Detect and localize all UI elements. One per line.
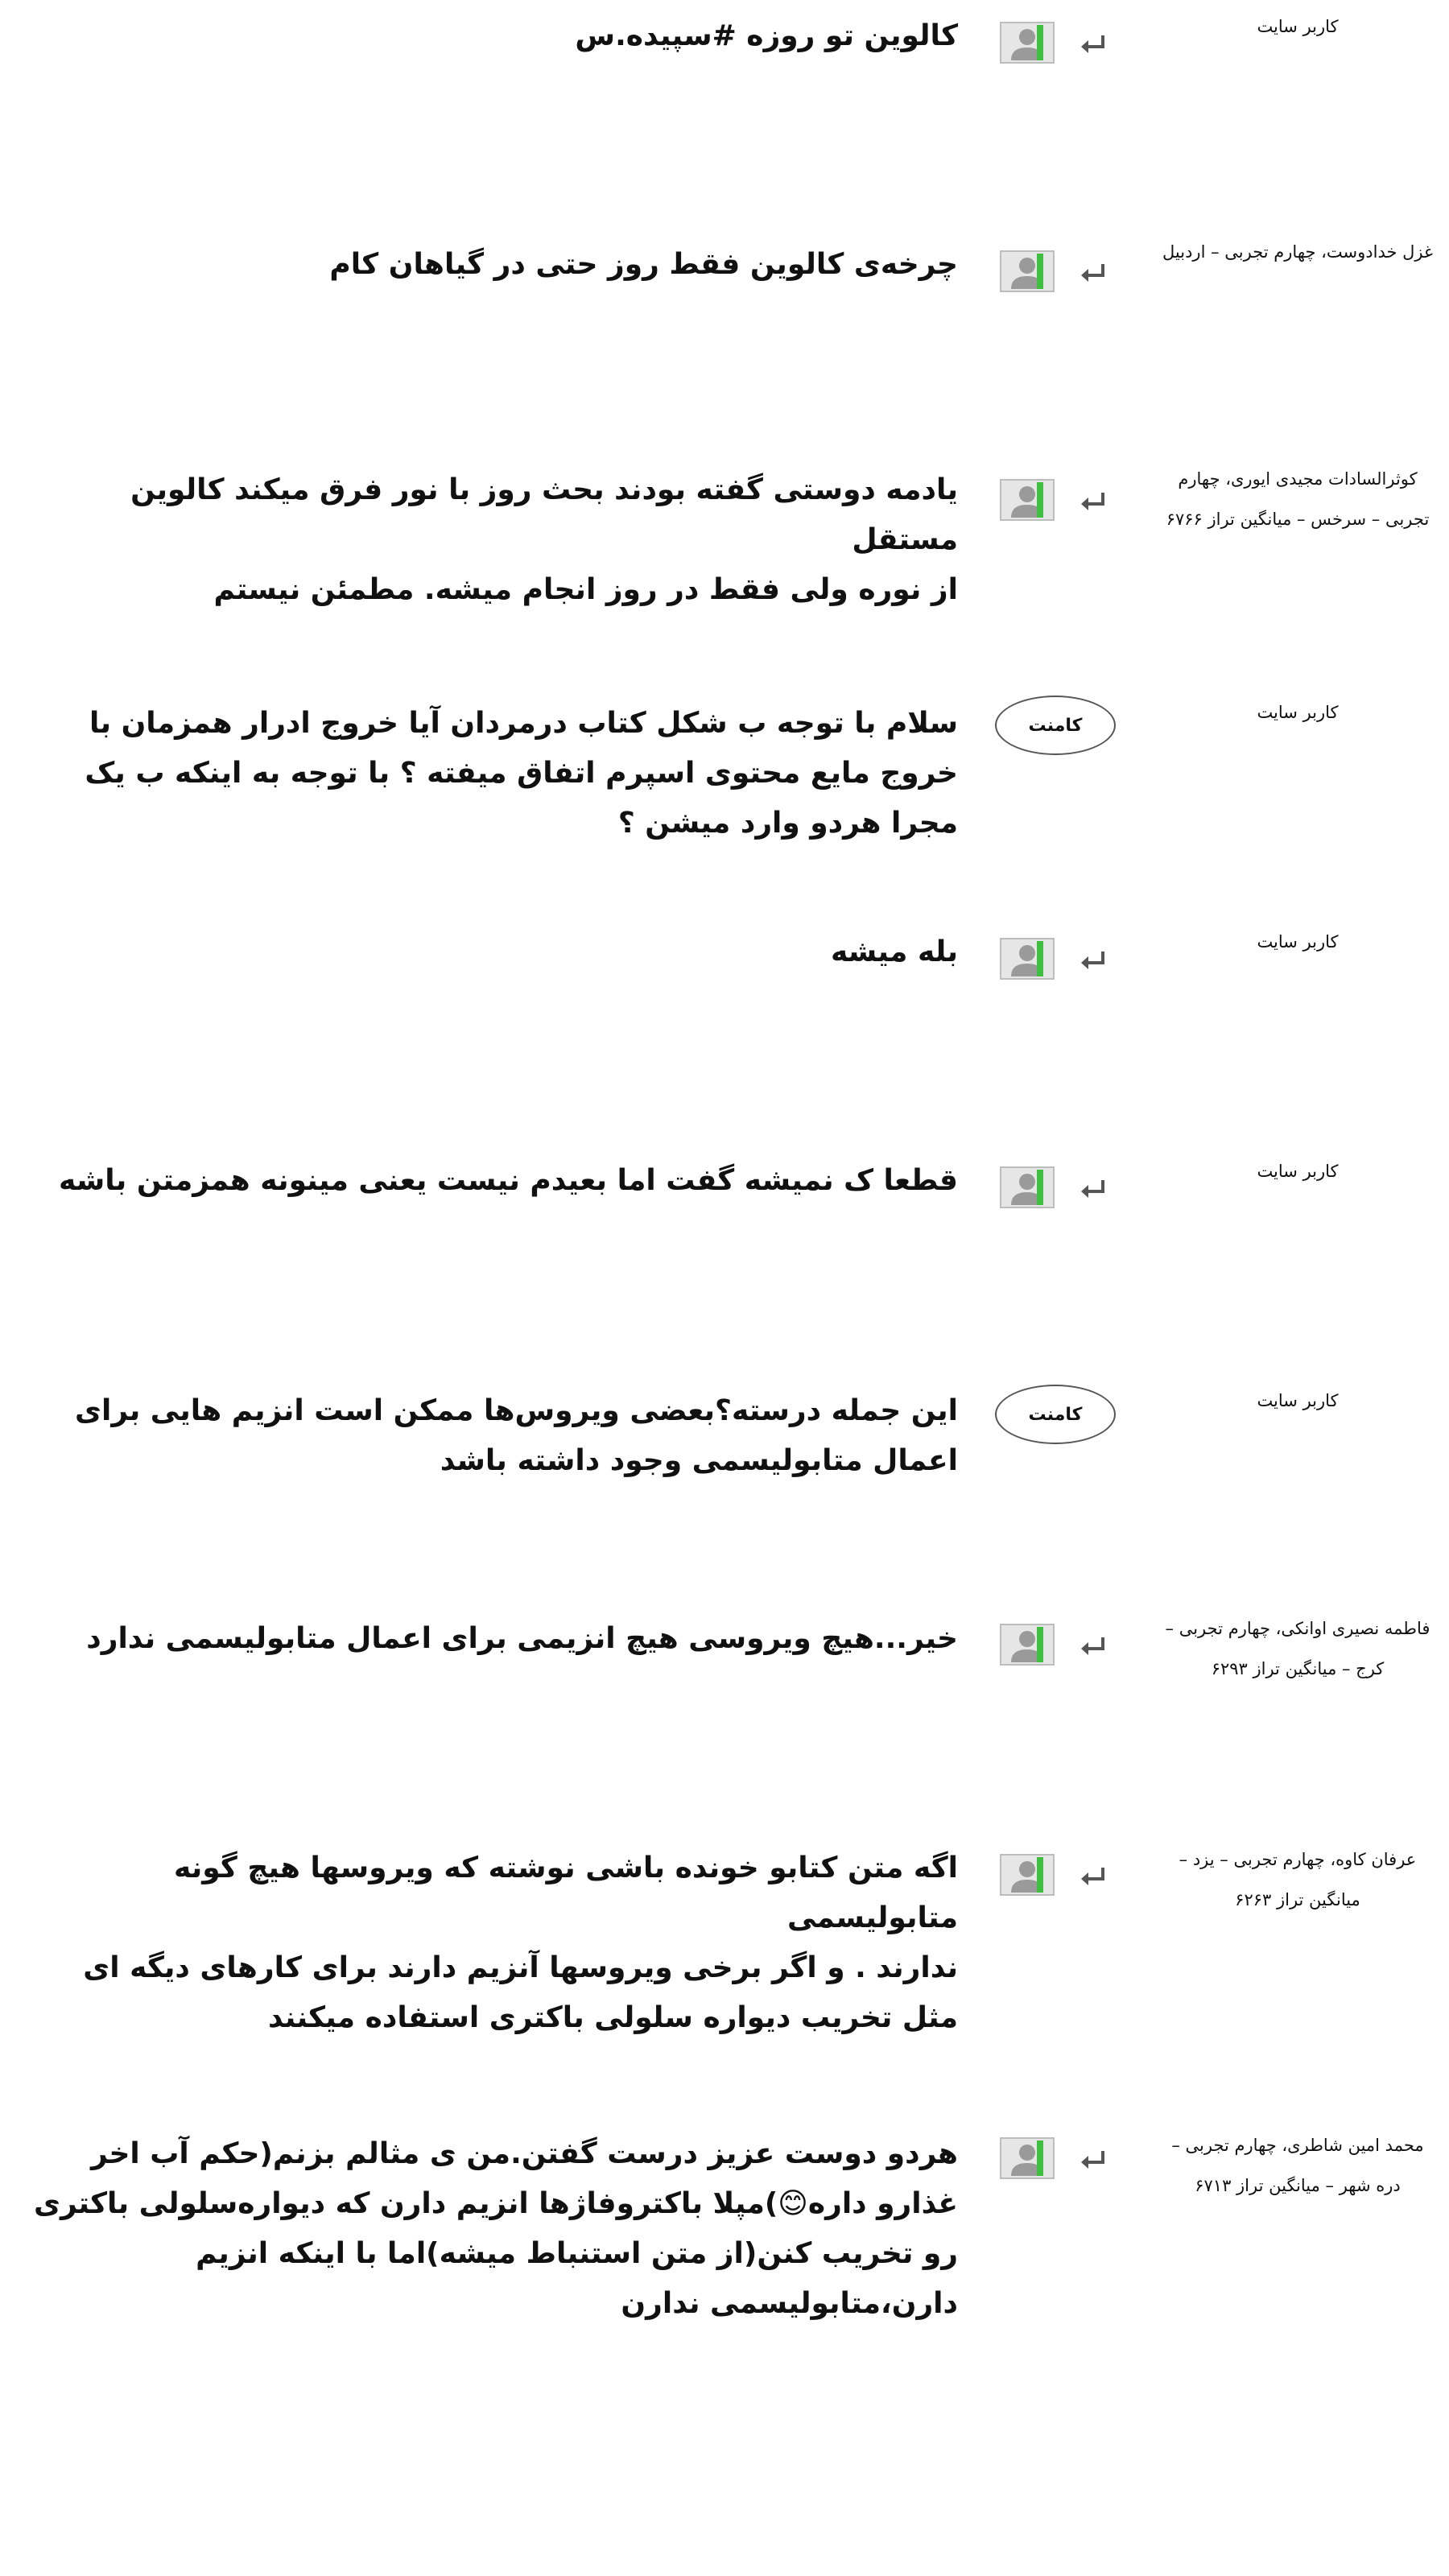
reply-arrow-icon[interactable]: [1079, 1636, 1108, 1657]
reply-avatar-group: [1000, 246, 1121, 291]
message-line: خیر...هیچ ویروسی هیچ انزیمی برای اعمال متابولیسمی ندارد: [86, 1622, 958, 1655]
reply-text: [32, 927, 958, 977]
message-line: هردو دوست عزیز درست گفتن.من ی مثالم بزنم(حکم آب اخر: [91, 2137, 958, 2170]
reply-arrow-icon[interactable]: [1079, 1866, 1108, 1887]
author-name: محمد امین شاطری، چهارم تجربی – دره شهر – میانگین تراز ۶۷۱۳: [1171, 2136, 1424, 2195]
author-name: عرفان کاوه، چهارم تجربی – یزد – میانگین تراز ۶۲۶۳: [1179, 1850, 1417, 1909]
comment-button[interactable]: کامنت: [995, 1385, 1116, 1444]
user-avatar-icon: [1000, 1624, 1055, 1666]
message-line: قطعا ک نمیشه گفت اما بعیدم نیست یعنی مینونه همزمتن باشه: [59, 1164, 958, 1197]
message-line: مجرا هردو وارد میشن ؟: [617, 807, 958, 840]
message-line: اگه متن کتابو خونده باشی نوشته که ویروسها هیچ گونه متابولیسمی: [173, 1852, 958, 1934]
reply-avatar-group: [1000, 18, 1121, 63]
reply-avatar-group: [1000, 1850, 1121, 1895]
reply-avatar-group: [1000, 934, 1121, 979]
reply-text: [32, 1843, 958, 2043]
message-line: این جمله درسته؟بعضی ویروس‌ها ممکن است انزیم هایی برای: [75, 1394, 958, 1427]
comment-text: [32, 1386, 958, 1486]
reply-avatar-group: [1000, 1162, 1121, 1208]
message-line: دارن،متابولیسمی ندارن: [621, 2287, 958, 2320]
author-name: کاربر سایت: [1257, 703, 1339, 722]
message-line: کالوین تو روزه #سپیده.س: [575, 19, 958, 52]
reply-text: [32, 1156, 958, 1206]
message-line: ندارند . و اگر برخی ویروسها آنزیم دارند برای کارهای دیگه ای: [83, 1951, 958, 1984]
message-line: چرخه‌ی کالوین فقط روز حتی در گیاهان کام: [329, 248, 958, 281]
comment-text: [32, 699, 958, 848]
message-line: مثل تخریب دیواره سلولی باکتری استفاده میکنند: [267, 2001, 958, 2034]
reply-text: [32, 240, 958, 290]
message-line: سلام با توجه ب شکل کتاب درمردان آیا خروج ادرار همزمان با: [89, 707, 958, 740]
reply-arrow-icon[interactable]: [1079, 2149, 1108, 2170]
message-line: یادمه دوستی گفته بودند بحث روز با نور فرق میکند کالوین مستقل: [130, 473, 958, 556]
reply-text: [32, 11, 958, 61]
reply-text: [32, 1614, 958, 1664]
reply-arrow-icon[interactable]: [1079, 950, 1108, 971]
user-avatar-icon: [1000, 250, 1055, 292]
comment-button[interactable]: کامنت: [995, 696, 1116, 755]
message-line: از نوره ولی فقط در روز انجام میشه. مطمئن نیستم: [213, 573, 958, 606]
message-line: غذارو داره😊)مپلا باکتروفاژها انزیم دارن که دیواره‌سلولی باکتری: [34, 2187, 958, 2220]
reply-avatar-group: [1000, 1620, 1121, 1665]
user-avatar-icon: [1000, 22, 1055, 64]
author-name: کوثرالسادات مجیدی ایوری، چهارم تجربی – سرخس – میانگین تراز ۶۷۶۶: [1166, 469, 1430, 529]
message-line: اعمال متابولیسمی وجود داشته باشد: [440, 1444, 958, 1477]
message-line: بله میشه: [830, 935, 958, 968]
reply-text: [32, 2129, 958, 2329]
reply-arrow-icon[interactable]: [1079, 1179, 1108, 1199]
user-avatar-icon: [1000, 938, 1055, 980]
author-name: کاربر سایت: [1257, 1162, 1339, 1181]
author-name: کاربر سایت: [1257, 17, 1339, 36]
author-name: فاطمه نصیری اوانکی، چهارم تجربی – کرج – میانگین تراز ۶۲۹۳: [1165, 1619, 1430, 1678]
author-name: غزل خدادوست، چهارم تجربی – اردبیل: [1162, 242, 1433, 262]
reply-text: [32, 465, 958, 615]
author-name: کاربر سایت: [1257, 932, 1339, 952]
reply-avatar-group: [1000, 475, 1121, 520]
message-line: رو تخریب کنن(از متن استنباط میشه)اما با اینکه انزیم: [196, 2237, 958, 2270]
reply-arrow-icon[interactable]: [1079, 491, 1108, 512]
reply-arrow-icon[interactable]: [1079, 262, 1108, 283]
reply-arrow-icon[interactable]: [1079, 34, 1108, 55]
message-line: خروج مایع محتوی اسپرم اتفاق میفته ؟ با توجه به اینکه ب یک: [85, 757, 958, 790]
author-name: کاربر سایت: [1257, 1391, 1339, 1410]
user-avatar-icon: [1000, 1166, 1055, 1208]
reply-avatar-group: [1000, 2133, 1121, 2178]
user-avatar-icon: [1000, 479, 1055, 521]
user-avatar-icon: [1000, 1854, 1055, 1896]
user-avatar-icon: [1000, 2137, 1055, 2179]
